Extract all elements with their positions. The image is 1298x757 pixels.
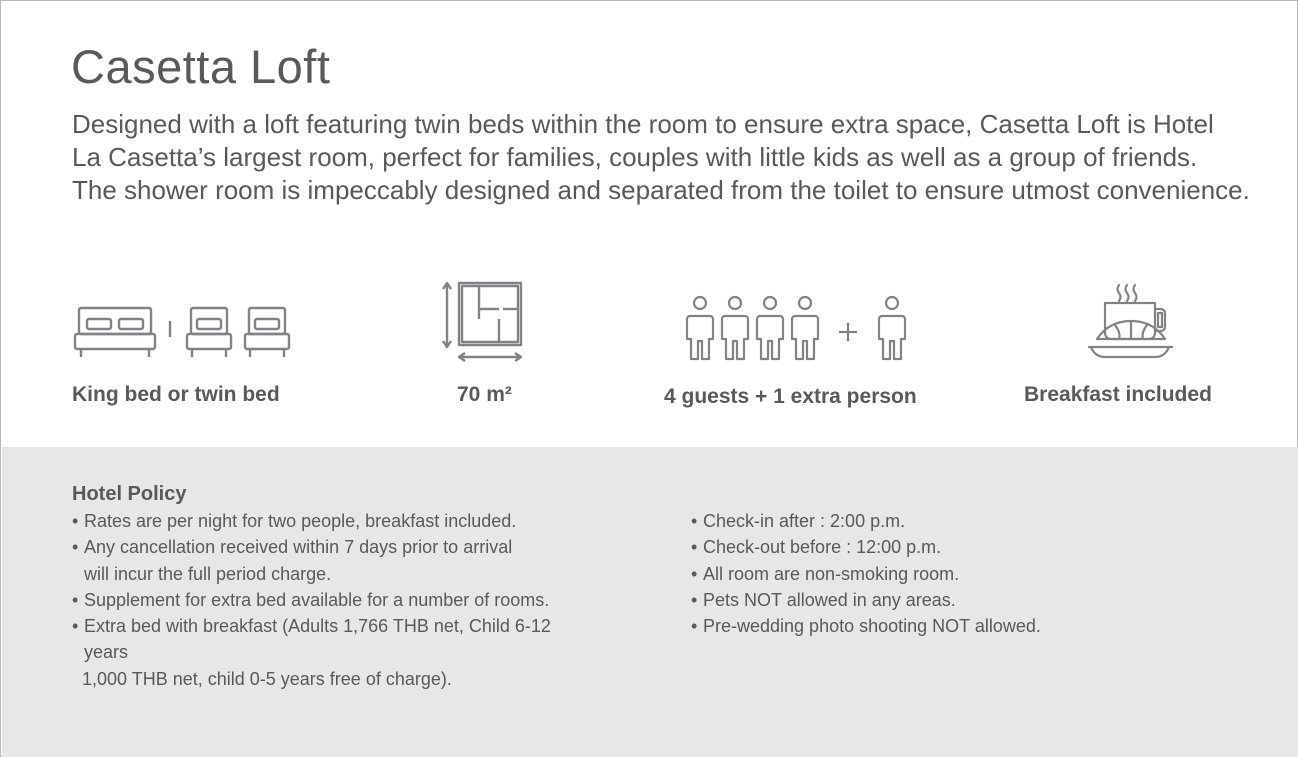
guests-icon [684,294,914,364]
policy-item: • All room are non-smoking room. [691,563,960,584]
policy-item: • Extra bed with breakfast (Adults 1,766 THB net, Child 6-12 years 1,000 THB net, child 0-5 years free of charge). [72,616,551,689]
room-description [72,108,1262,207]
person-icon [757,297,783,359]
policy-item: • Rates are per night for two people, breakfast included. [72,511,517,531]
feature-size [437,279,529,367]
policy-item: • Supplement for extra bed available for a number of rooms. [72,589,550,610]
breakfast-icon [1081,281,1173,367]
bed-icon [73,301,298,363]
feature-beds [73,301,298,363]
room-title: Casetta Loft [71,40,331,93]
person-icon [792,297,818,359]
feature-guests [684,294,914,364]
policy-title: Hotel Policy [72,483,187,505]
policy-item: • Pre-wedding photo shooting NOT allowed. [691,616,1041,637]
person-icon [687,297,713,359]
floorplan-icon [437,279,529,367]
person-icon [879,297,905,359]
feature-beds-label: King bed or twin bed [72,383,280,406]
feature-guests-label: 4 guests + 1 extra person [664,385,917,408]
policy-list-right [691,508,1041,639]
feature-breakfast [1081,281,1173,367]
plus-icon [839,323,857,341]
feature-size-label: 70 m² [457,383,512,406]
description-line: The shower room is impeccably designed and separated from the toilet to ensure utmost convenience. [72,175,1250,205]
policy-item: • Check-in after : 2:00 p.m. [691,511,906,531]
description-line: La Casetta’s largest room, perfect for families, couples with little kids as well as a group of friends. [72,142,1198,172]
person-icon [722,297,748,359]
policy-item: • Check-out before : 12:00 p.m. [691,537,942,558]
policy-item: • Any cancellation received within 7 days prior to arrival will incur the full period charge. [72,537,513,584]
policy-item: • Pets NOT allowed in any areas. [691,589,956,610]
policy-list-left [72,508,551,692]
description-line: Designed with a loft featuring twin beds within the room to ensure extra space, Casetta Loft is Hotel [72,109,1214,139]
hotel-policy-section [2,447,1298,757]
feature-breakfast-label: Breakfast included [1024,383,1212,406]
